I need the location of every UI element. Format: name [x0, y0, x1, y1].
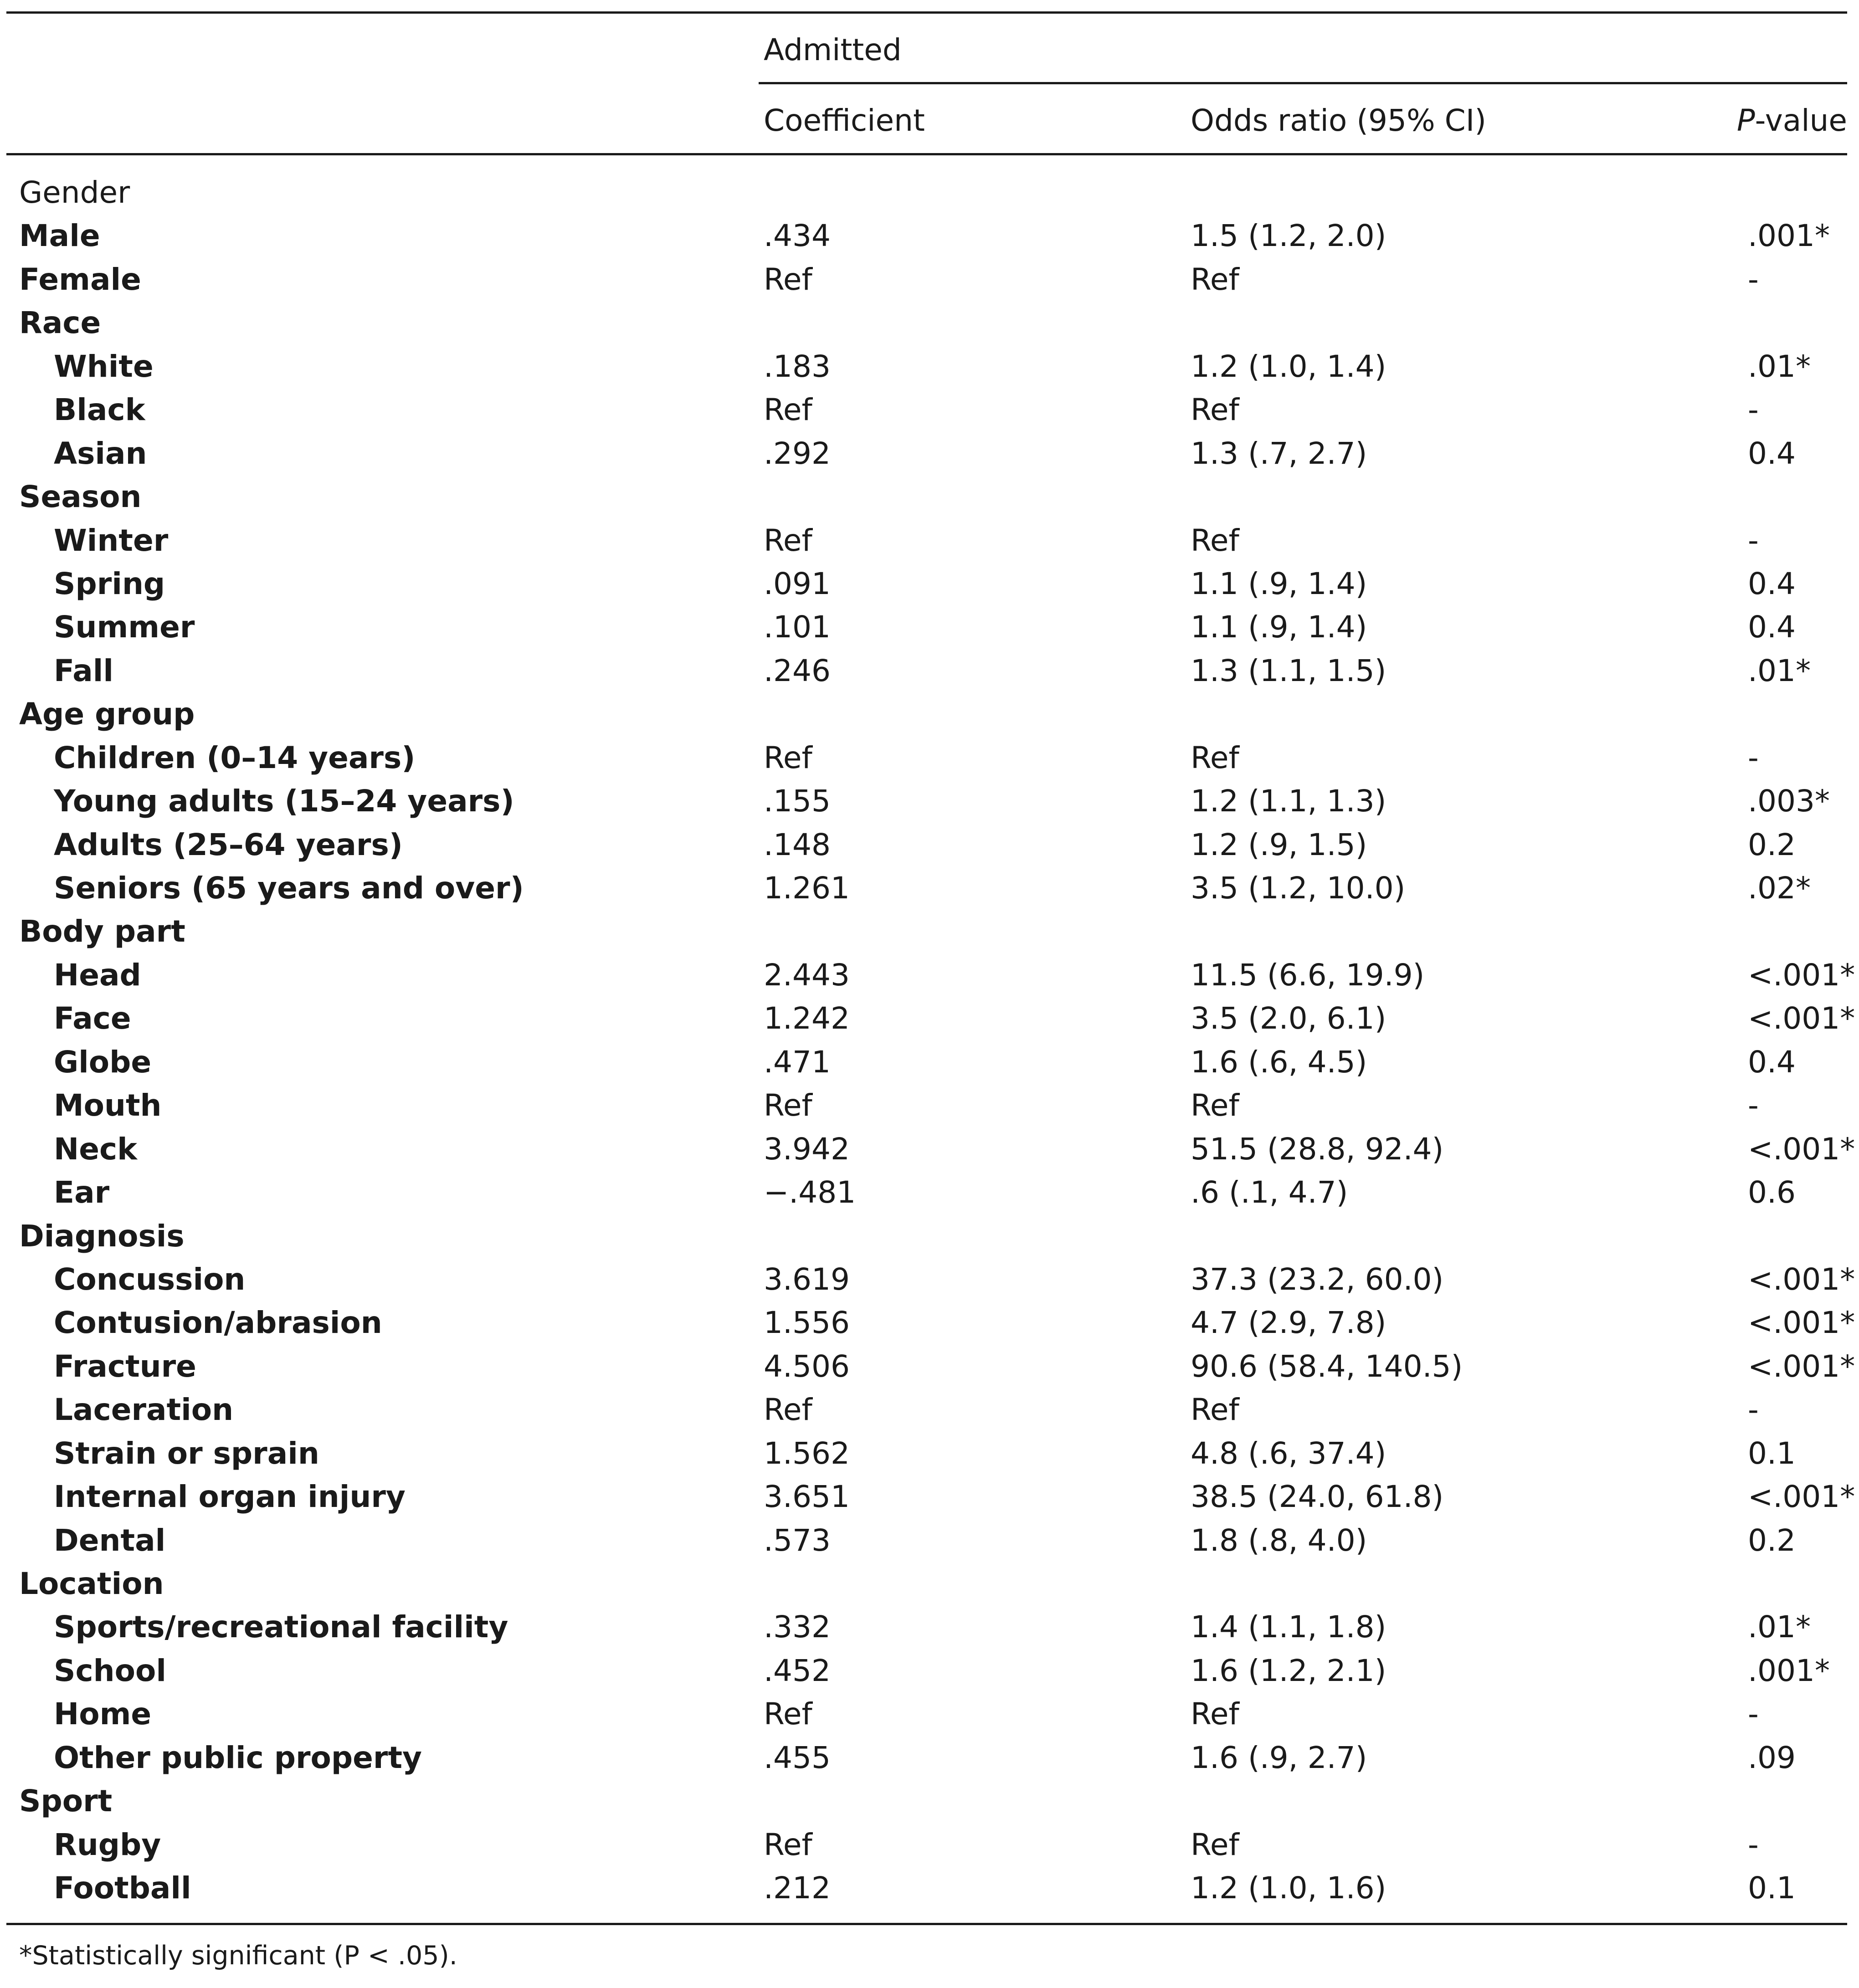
table-row	[0, 736, 1859, 779]
table-row	[0, 1214, 1859, 1258]
p-value-cell: -	[1748, 392, 1759, 428]
odds-ratio-cell: 3.5 (2.0, 6.1)	[1191, 1001, 1387, 1036]
odds-ratio-cell: 4.8 (.6, 37.4)	[1191, 1435, 1387, 1471]
row-label: Season	[19, 479, 142, 515]
row-label: Young adults (15–24 years)	[54, 784, 514, 819]
odds-ratio-cell: Ref	[1191, 740, 1239, 775]
table-row	[0, 997, 1859, 1040]
table-row	[0, 432, 1859, 475]
p-value-cell: -	[1748, 1827, 1759, 1862]
coefficient-cell: 1.556	[764, 1305, 850, 1341]
row-label: Gender	[19, 175, 130, 210]
p-value-cell: <.001*	[1748, 1261, 1855, 1297]
odds-ratio-cell: Ref	[1191, 261, 1239, 297]
row-label: Neck	[54, 1131, 138, 1167]
row-label: Ear	[54, 1175, 110, 1210]
row-label: Female	[19, 261, 141, 297]
coefficient-cell: .573	[764, 1522, 831, 1558]
p-value-cell: -	[1748, 1696, 1759, 1732]
p-value-cell: .09	[1748, 1740, 1796, 1775]
row-label: Winter	[54, 523, 169, 558]
row-label: Body part	[19, 914, 185, 949]
odds-ratio-cell: 1.8 (.8, 4.0)	[1191, 1522, 1367, 1558]
p-value-cell: .01*	[1748, 348, 1811, 384]
p-value-cell: .003*	[1748, 784, 1830, 819]
p-value-cell: .02*	[1748, 871, 1811, 906]
row-label: Rugby	[54, 1827, 161, 1862]
table-row	[0, 562, 1859, 605]
coefficient-cell: 1.242	[764, 1001, 850, 1036]
table-row	[0, 1823, 1859, 1866]
table-row	[0, 910, 1859, 953]
row-label: Fall	[54, 653, 114, 688]
odds-ratio-cell: 1.5 (1.2, 2.0)	[1191, 218, 1387, 254]
row-label: Children (0–14 years)	[54, 740, 416, 775]
row-label: Football	[54, 1870, 191, 1906]
p-value-cell: 0.4	[1748, 566, 1796, 601]
p-value-cell: <.001*	[1748, 1479, 1855, 1515]
table-footnote: *Statistically significant (P < .05).	[19, 1941, 457, 1971]
coefficient-cell: .155	[764, 784, 831, 819]
row-label: Contusion/abrasion	[54, 1305, 382, 1341]
row-label: Internal organ injury	[54, 1479, 406, 1515]
group-header-admitted: Admitted	[764, 32, 902, 67]
odds-ratio-cell: 1.2 (1.0, 1.4)	[1191, 348, 1387, 384]
coefficient-cell: Ref	[764, 1088, 812, 1123]
table-row	[0, 1127, 1859, 1171]
coefficient-cell: 4.506	[764, 1348, 850, 1384]
p-value-cell: .001*	[1748, 218, 1830, 254]
coefficient-cell: Ref	[764, 392, 812, 428]
table-row	[0, 171, 1859, 214]
column-header-p-value	[1737, 102, 1847, 139]
row-label: Sport	[19, 1783, 113, 1819]
odds-ratio-cell: 11.5 (6.6, 19.9)	[1191, 957, 1425, 993]
table-row	[0, 1692, 1859, 1736]
table-row	[0, 1432, 1859, 1475]
odds-ratio-cell: 1.1 (.9, 1.4)	[1191, 566, 1367, 601]
p-value-cell: 0.4	[1748, 1044, 1796, 1080]
coefficient-cell: .183	[764, 348, 831, 384]
column-header-odds-ratio: Odds ratio (95% CI)	[1191, 103, 1486, 138]
odds-ratio-cell: Ref	[1191, 1392, 1239, 1428]
table-row	[0, 519, 1859, 562]
table-row	[0, 1345, 1859, 1388]
table-row	[0, 1605, 1859, 1649]
p-value-cell: 0.1	[1748, 1870, 1796, 1906]
row-label: Race	[19, 305, 101, 341]
p-value-cell: -	[1748, 261, 1759, 297]
coefficient-cell: Ref	[764, 261, 812, 297]
odds-ratio-cell: 1.6 (.6, 4.5)	[1191, 1044, 1367, 1080]
row-label: Dental	[54, 1522, 166, 1558]
table-row	[0, 1475, 1859, 1518]
row-label: Sports/recreational facility	[54, 1609, 508, 1645]
odds-ratio-cell: 1.1 (.9, 1.4)	[1191, 610, 1367, 645]
row-label: Asian	[54, 436, 147, 471]
odds-ratio-cell: 1.6 (1.2, 2.1)	[1191, 1653, 1387, 1688]
p-value-cell: <.001*	[1748, 1001, 1855, 1036]
row-label: Globe	[54, 1044, 152, 1080]
table-row	[0, 475, 1859, 518]
p-value-cell: 0.6	[1748, 1175, 1796, 1210]
odds-ratio-cell: .6 (.1, 4.7)	[1191, 1175, 1348, 1210]
coefficient-cell: 2.443	[764, 957, 850, 993]
table-row	[0, 1779, 1859, 1823]
row-label: Seniors (65 years and over)	[54, 871, 524, 906]
coefficient-cell: .101	[764, 610, 831, 645]
odds-ratio-cell: 4.7 (2.9, 7.8)	[1191, 1305, 1387, 1341]
coefficient-cell: .452	[764, 1653, 831, 1688]
coefficient-cell: .471	[764, 1044, 831, 1080]
odds-ratio-cell: Ref	[1191, 1696, 1239, 1732]
table-row	[0, 1040, 1859, 1084]
p-value-cell: <.001*	[1748, 1348, 1855, 1384]
p-value-suffix: -value	[1755, 103, 1847, 138]
table-row	[0, 779, 1859, 823]
p-value-cell: -	[1748, 523, 1759, 558]
p-value-cell: 0.1	[1748, 1435, 1796, 1471]
table-row	[0, 1258, 1859, 1301]
table-row	[0, 1519, 1859, 1562]
odds-ratio-cell: 37.3 (23.2, 60.0)	[1191, 1261, 1444, 1297]
odds-ratio-cell: 1.3 (.7, 2.7)	[1191, 436, 1367, 471]
table-row	[0, 1866, 1859, 1910]
row-label: Male	[19, 218, 100, 254]
table-row	[0, 214, 1859, 257]
p-value-cell: -	[1748, 740, 1759, 775]
table-row	[0, 1301, 1859, 1344]
table-row	[0, 823, 1859, 866]
odds-ratio-cell: Ref	[1191, 1827, 1239, 1862]
odds-ratio-cell: Ref	[1191, 1088, 1239, 1123]
row-label: Black	[54, 392, 145, 428]
coefficient-cell: Ref	[764, 1827, 812, 1862]
table-bottom-rule	[6, 1923, 1847, 1925]
odds-ratio-cell: Ref	[1191, 392, 1239, 428]
odds-ratio-cell: Ref	[1191, 523, 1239, 558]
p-value-cell: 0.4	[1748, 610, 1796, 645]
table-row	[0, 1171, 1859, 1214]
odds-ratio-cell: 1.4 (1.1, 1.8)	[1191, 1609, 1387, 1645]
coefficient-cell: .212	[764, 1870, 831, 1906]
odds-ratio-cell: 90.6 (58.4, 140.5)	[1191, 1348, 1463, 1384]
table-row	[0, 866, 1859, 910]
row-label: Laceration	[54, 1392, 234, 1428]
coefficient-cell: −.481	[764, 1175, 856, 1210]
column-header-coefficient: Coefficient	[764, 103, 925, 138]
table-row	[0, 301, 1859, 344]
table-row	[0, 1736, 1859, 1779]
header-bottom-rule	[6, 153, 1847, 155]
table-row	[0, 345, 1859, 388]
table-top-rule	[6, 11, 1847, 14]
table-row	[0, 258, 1859, 301]
odds-ratio-cell: 1.2 (1.1, 1.3)	[1191, 784, 1387, 819]
coefficient-cell: Ref	[764, 740, 812, 775]
row-label: Strain or sprain	[54, 1435, 319, 1471]
row-label: School	[54, 1653, 166, 1688]
row-label: Concussion	[54, 1261, 246, 1297]
table-row	[0, 1562, 1859, 1605]
p-value-cell: .01*	[1748, 653, 1811, 688]
p-value-italic-letter: P	[1736, 103, 1755, 138]
p-value-cell: 0.2	[1748, 1522, 1796, 1558]
row-label: Age group	[19, 697, 195, 732]
p-value-cell: .01*	[1748, 1609, 1811, 1645]
coefficient-cell: .292	[764, 436, 831, 471]
table-row	[0, 649, 1859, 692]
row-label: Fracture	[54, 1348, 196, 1384]
p-value-cell: <.001*	[1748, 1131, 1855, 1167]
row-label: Mouth	[54, 1088, 162, 1123]
row-label: White	[54, 348, 154, 384]
coefficient-cell: 1.562	[764, 1435, 850, 1471]
p-value-cell: -	[1748, 1392, 1759, 1428]
row-label: Summer	[54, 610, 195, 645]
p-value-cell: .001*	[1748, 1653, 1830, 1688]
row-label: Location	[19, 1566, 164, 1601]
row-label: Spring	[54, 566, 165, 601]
coefficient-cell: .091	[764, 566, 831, 601]
group-header-rule	[759, 82, 1847, 84]
row-label: Head	[54, 957, 141, 993]
table-row	[0, 1084, 1859, 1127]
p-value-cell: <.001*	[1748, 1305, 1855, 1341]
p-value-cell: 0.4	[1748, 436, 1796, 471]
table-row	[0, 953, 1859, 997]
coefficient-cell: Ref	[764, 1696, 812, 1732]
coefficient-cell: 3.619	[764, 1261, 850, 1297]
table-row	[0, 692, 1859, 736]
coefficient-cell: .148	[764, 827, 831, 862]
odds-ratio-cell: 51.5 (28.8, 92.4)	[1191, 1131, 1444, 1167]
coefficient-cell: .246	[764, 653, 831, 688]
row-label: Adults (25–64 years)	[54, 827, 403, 862]
coefficient-cell: 1.261	[764, 871, 850, 906]
coefficient-cell: 3.651	[764, 1479, 850, 1515]
coefficient-cell: Ref	[764, 1392, 812, 1428]
odds-ratio-cell: 1.6 (.9, 2.7)	[1191, 1740, 1367, 1775]
table-row	[0, 388, 1859, 431]
coefficient-cell: .332	[764, 1609, 831, 1645]
row-label: Diagnosis	[19, 1218, 185, 1254]
odds-ratio-cell: 1.2 (.9, 1.5)	[1191, 827, 1367, 862]
odds-ratio-cell: 1.2 (1.0, 1.6)	[1191, 1870, 1387, 1906]
table-row	[0, 605, 1859, 649]
odds-ratio-cell: 38.5 (24.0, 61.8)	[1191, 1479, 1444, 1515]
coefficient-cell: .434	[764, 218, 831, 254]
table-body	[0, 171, 1859, 1910]
table-row	[0, 1649, 1859, 1692]
coefficient-cell: .455	[764, 1740, 831, 1775]
row-label: Face	[54, 1001, 131, 1036]
odds-ratio-cell: 3.5 (1.2, 10.0)	[1191, 871, 1406, 906]
row-label: Home	[54, 1696, 152, 1732]
coefficient-cell: Ref	[764, 523, 812, 558]
odds-ratio-cell: 1.3 (1.1, 1.5)	[1191, 653, 1387, 688]
p-value-cell: <.001*	[1748, 957, 1855, 993]
p-value-cell: -	[1748, 1088, 1759, 1123]
table-row	[0, 1388, 1859, 1431]
row-label: Other public property	[54, 1740, 422, 1775]
p-value-cell: 0.2	[1748, 827, 1796, 862]
coefficient-cell: 3.942	[764, 1131, 850, 1167]
